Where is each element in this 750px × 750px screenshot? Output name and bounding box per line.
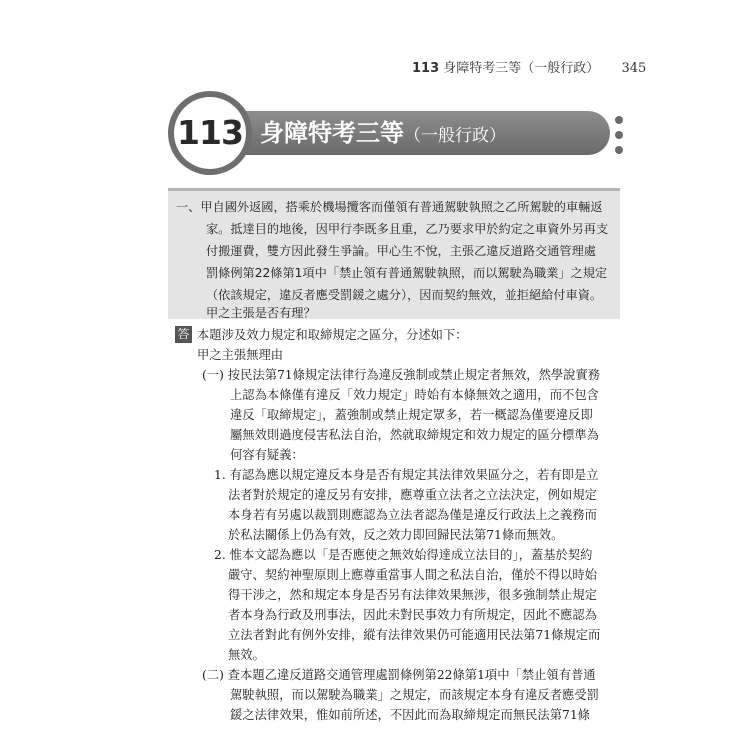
answer-line: 上認為本條僅有違反「效力規定」時始有本條無效之適用，而不包含 (230, 388, 599, 402)
question-line: 一、甲自國外返國，搭乘於機場攬客而僅領有普通駕駛執照之乙所駕駛的車輛返 (176, 200, 603, 214)
answer-line: (二) 查本題乙違反道路交通管理處罰條例第22條第1項中「禁止領有普通 (202, 668, 596, 682)
answer-line: 嚴守、契約神聖原則上應尊重當事人間之私法自治，僅於不得以時始 (228, 568, 597, 582)
banner-title (260, 111, 506, 155)
header-exam-number: 113 (412, 61, 440, 76)
dot (615, 146, 623, 154)
dot (615, 116, 623, 124)
answer-line: 屬無效則過度侵害私法自治，然就取締規定和效力規定的區分標準為 (230, 428, 599, 442)
running-header (412, 57, 712, 76)
answer-line: 甲之主張無理由 (197, 348, 284, 362)
answer-line: 立法者對此有例外安排，縱有法律效果仍可能適用民法第71條規定而 (228, 628, 601, 642)
answer-line: 無效。 (228, 648, 265, 662)
answer-line: 2. 惟本文認為應以「是否應使之無效始得達成立法目的」，蓋基於契約 (214, 548, 593, 562)
answer-line: 本題涉及效力規定和取締規定之區分，分述如下： (197, 328, 468, 342)
answer-line: 法者對於規定的違反另有安排，應尊重立法者之立法決定，例如規定 (228, 488, 597, 502)
answer-line: 者本身為行政及刑事法，因此未對民事效力有所規定，因此不應認為 (228, 608, 597, 622)
banner-title-main: 身障特考三等 (260, 119, 404, 147)
answer-line: 得干涉之，然和規定本身是否另有法律效果無涉，很多強制禁止規定 (228, 588, 597, 602)
answer-line: 駕駛執照，而以駕駛為職業」之規定，而該規定本身有違反者應受罰 (230, 688, 599, 702)
answer-line: 鍰之法律效果，惟如前所述，不因此而為取締規定而無民法第71條 (230, 708, 590, 722)
header-exam-title: 身障特考三等（一般行政） (443, 61, 600, 76)
title-banner (168, 91, 638, 175)
dot (615, 131, 623, 139)
question-line: 家。抵達目的地後，因甲行李既多且重，乙乃要求甲於約定之車資外另再支 (206, 222, 609, 236)
banner-number: 113 (177, 113, 243, 152)
answer-line: 1. 有認為應以規定違反本身是否有規定其法律效果區分之，若有即是立 (214, 468, 599, 482)
question-line: （依該規定，違反者應受罰鍰之處分），因而契約無效，並拒絕給付車資。 (206, 288, 603, 302)
answer-line: 於私法關係上仍為有效，反之效力即回歸民法第71條而無效。 (228, 528, 564, 542)
answer-line: (一) 按民法第71條規定法律行為違反強制或禁止規定者無效，然學說實務 (202, 368, 601, 382)
question-line: 付搬運費，雙方因此發生爭論。甲心生不悅，主張乙違反道路交通管理處 (206, 244, 596, 258)
question-line: 甲之主張是否有理？ (206, 306, 316, 320)
answer-line: 何容有疑義： (230, 448, 304, 462)
question-box (168, 188, 620, 319)
answer-line: 本身若有另處以裁罰則應認為立法者認為僅是違反行政法上之義務而 (228, 508, 597, 522)
banner-dots-decoration (615, 116, 625, 156)
question-line: 罰條例第22條第1項中「禁止領有普通駕駛執照，而以駕駛為職業」之規定 (206, 266, 608, 280)
banner-subtitle: （一般行政） (404, 126, 506, 146)
page-number: 345 (621, 61, 647, 76)
answer-line: 違反「取締規定」，蓋強制或禁止規定眾多，若一概認為僅要違反即 (230, 408, 593, 422)
answer-mark: 答 (175, 326, 192, 343)
